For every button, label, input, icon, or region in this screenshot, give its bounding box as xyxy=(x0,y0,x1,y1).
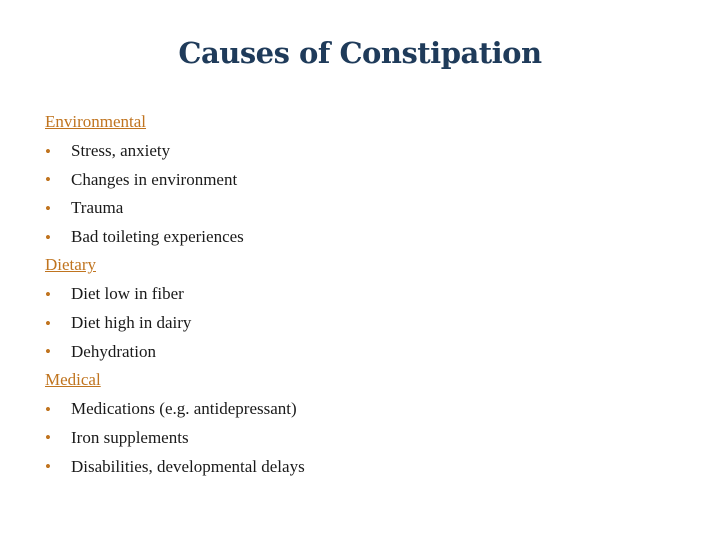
bullet-list xyxy=(45,137,685,252)
bullet-icon: • xyxy=(45,198,51,218)
section-heading: Medical xyxy=(45,370,101,390)
bullet-icon: • xyxy=(45,342,51,362)
bullet-item xyxy=(45,309,685,338)
bullet-item xyxy=(45,137,685,166)
bullet-icon: • xyxy=(45,284,51,304)
section-heading: Environmental xyxy=(45,112,147,131)
bullet-item xyxy=(45,395,685,424)
bullet-list xyxy=(45,395,685,481)
bullet-icon: • xyxy=(45,170,51,190)
bullet-item xyxy=(45,424,685,453)
bullet-text: Diet high in dairy xyxy=(71,313,192,333)
bullet-text: Trauma xyxy=(71,198,124,218)
bullet-item xyxy=(45,194,685,223)
slide-content xyxy=(45,108,685,481)
bullet-text: Diet low in fiber xyxy=(71,284,184,304)
bullet-icon: • xyxy=(45,457,51,477)
section-environmental xyxy=(45,108,685,251)
bullet-text: Iron supplements xyxy=(71,427,189,447)
bullet-text: Bad toileting experiences xyxy=(71,227,244,247)
bullet-text: Stress, anxiety xyxy=(71,141,171,161)
bullet-icon: • xyxy=(45,227,51,247)
bullet-icon: • xyxy=(45,141,51,161)
section-medical xyxy=(45,366,685,481)
bullet-item xyxy=(45,452,685,481)
bullet-item xyxy=(45,223,685,252)
slide-title: Causes of Constipation xyxy=(178,36,542,70)
bullet-item xyxy=(45,280,685,309)
section-heading: Dietary xyxy=(45,255,96,275)
bullet-icon: • xyxy=(45,313,51,333)
bullet-item xyxy=(45,338,685,367)
bullet-text: Disabilities, developmental delays xyxy=(71,456,305,476)
bullet-text: Changes in environment xyxy=(71,169,238,189)
bullet-text: Medications (e.g. antidepressant) xyxy=(71,399,297,419)
bullet-text: Dehydration xyxy=(71,341,156,361)
bullet-item xyxy=(45,165,685,194)
bullet-icon: • xyxy=(45,399,51,419)
bullet-list xyxy=(45,280,685,366)
bullet-icon: • xyxy=(45,428,51,448)
section-dietary xyxy=(45,251,685,366)
